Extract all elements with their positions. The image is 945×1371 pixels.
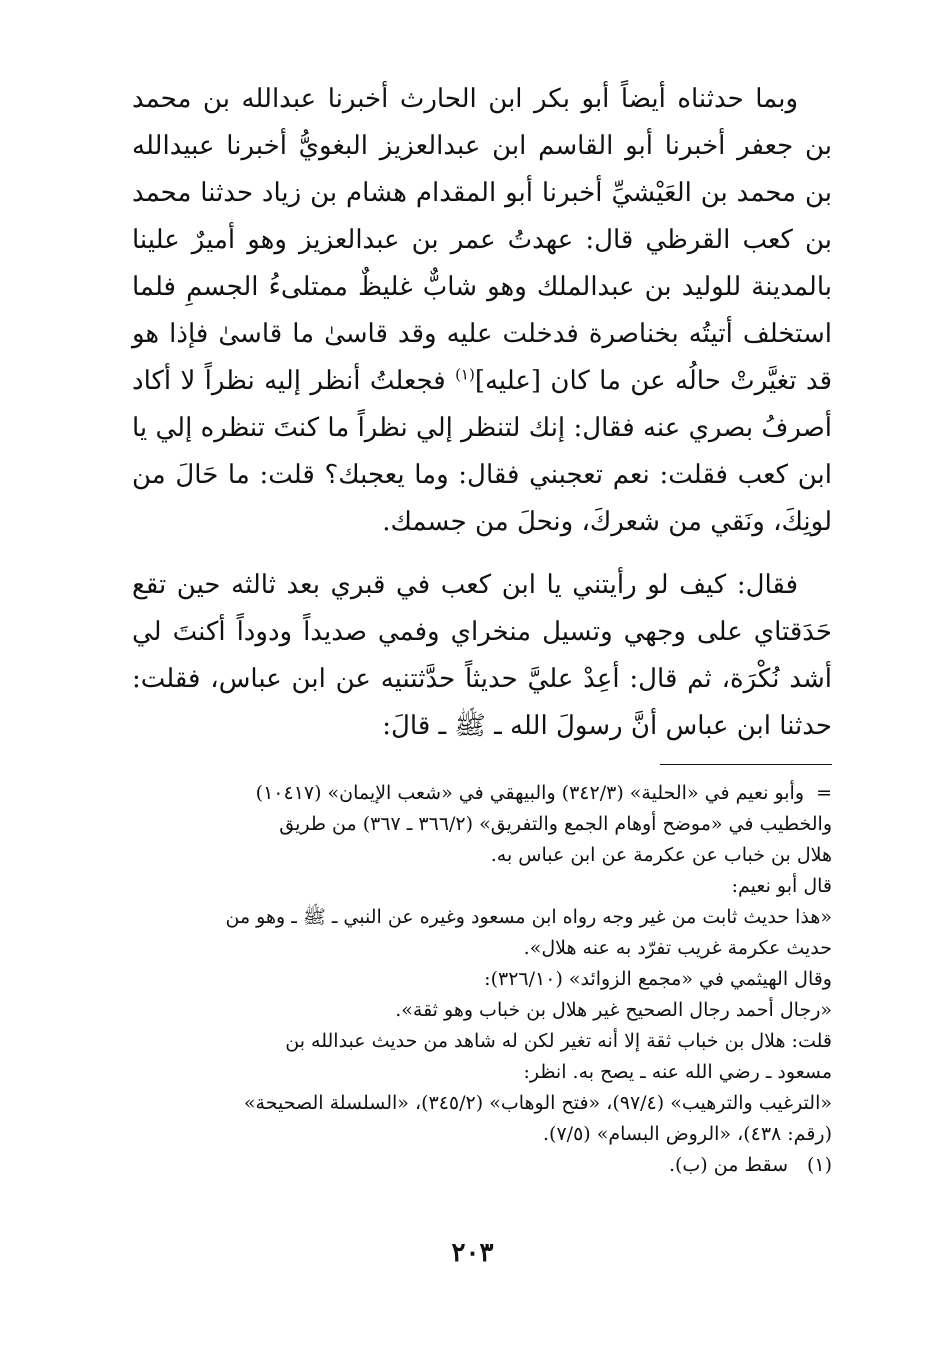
text-line: فقال: كيف لو رأيتني يا ابن كعب في قبري بعد ثالثه حين تقع	[132, 570, 798, 600]
text-line: محمد بن جعفر أخبرنا أبو القاسم ابن عبدالعزيز البغويُّ أخبرنا	[132, 84, 833, 161]
footnote-line: «هذا حديث ثابت من غير وجه رواه ابن مسعود وغيره عن النبي ـ ﷺ ـ وهو من	[225, 906, 832, 928]
text-line: أصرفُ بصري عنه فقال: إنك لتنظر إلي نظراً ما كنتَ تنظره إلي يا ابن	[132, 413, 832, 490]
text-line: كعب فقلت: نعم تعجبني فقال: وما يعجبك؟ قلت: ما حَالَ من	[132, 460, 789, 490]
main-paragraph-1	[132, 76, 832, 546]
footnote-reference: (١)	[455, 365, 475, 384]
text-line: فجعلتُ أنظر إليه نظراً لا أكاد	[132, 366, 446, 396]
footnote-line: قال أبو نعيم:	[731, 875, 832, 897]
text-line: حَدَقتاي على وجهي وتسيل منخراي وفمي صديداً ودوداً أكنتَ لي أشد	[132, 617, 833, 694]
footnote-separator	[660, 764, 832, 765]
footnote-line: والخطيب في «موضح أوهام الجمع والتفريق» (٣٦٦/٢ ـ ٣٦٧) من طريق	[279, 813, 832, 835]
footnote-line: (رقم: ٤٣٨)، «الروض البسام» (٧/٥).	[543, 1123, 832, 1145]
text-line: محمد بن كعب القرظي قال: عهدتُ عمر بن عبدالعزيز وهو أميرٌ علينا	[132, 178, 832, 255]
text-line: ابن عباس أنَّ رسولَ الله ـ ﷺ ـ قالَ:	[382, 711, 771, 741]
footnote-line: مسعود ـ رضي الله عنه ـ يصح به. انظر:	[523, 1061, 832, 1083]
footnote-line: =وأبو نعيم في «الحلية» (٣٤٢/٣) والبيهقي في «شعب الإيمان» (١٠٤١٧)	[132, 778, 832, 809]
footnote-line: قلت: هلال بن خباب ثقة إلا أنه تغير لكن له شاهد من حديث عبدالله بن	[285, 1030, 832, 1052]
footnote-line: «الترغيب والترهيب» (٩٧/٤)، «فتح الوهاب» (٣٤٥/٢)، «السلسلة الصحيحة»	[243, 1092, 832, 1114]
footnote-line: «رجال أحمد رجال الصحيح غير هلال بن خباب وهو ثقة».	[395, 999, 832, 1021]
footnote-line: وقال الهيثمي في «مجمع الزوائد» (٣٢٦/١٠):	[484, 968, 832, 990]
footnotes-section	[132, 778, 832, 1181]
page-number: ٢٠٣	[451, 1238, 494, 1268]
text-line: نُكْرَة، ثم قال: أعِدْ عليَّ حديثاً حدَّثتنيه عن ابن عباس، فقلت: حدثنا	[132, 664, 832, 741]
footnote-line: هلال بن خباب عن عكرمة عن ابن عباس به.	[490, 844, 832, 866]
footnote-line: حديث عكرمة غريب تفرّد به عنه هلال».	[523, 937, 832, 959]
footnote-continuation-marker: =	[816, 782, 832, 804]
text-line: لونِكَ، ونَقي من شعركَ، ونحلَ من جسمك.	[382, 507, 832, 537]
text-line: بالمدينة للوليد بن عبدالملك وهو شابٌّ غليظٌ ممتلىءُ الجسمِ فلما	[132, 272, 832, 302]
text-line: استخلف أتيتُه بخناصرة فدخلت عليه وقد قاسىٰ ما قاسىٰ فإذا هو قد	[132, 319, 833, 396]
footnote-number: (١)	[806, 1154, 832, 1176]
text-line: تغيَّرتْ حالُه عن ما كان [عليه]	[474, 366, 797, 396]
footnote-1	[132, 1150, 832, 1181]
footnote-text: سقط من (ب).	[668, 1154, 788, 1176]
text-line: عبيدالله بن محمد بن العَيْشيِّ أخبرنا أبو المقدام هشام بن زياد حدثنا	[132, 131, 832, 208]
main-paragraph-2	[132, 562, 832, 750]
text-line: وبما حدثناه أيضاً أبو بكر ابن الحارث أخبرنا عبدالله بن	[202, 84, 798, 114]
